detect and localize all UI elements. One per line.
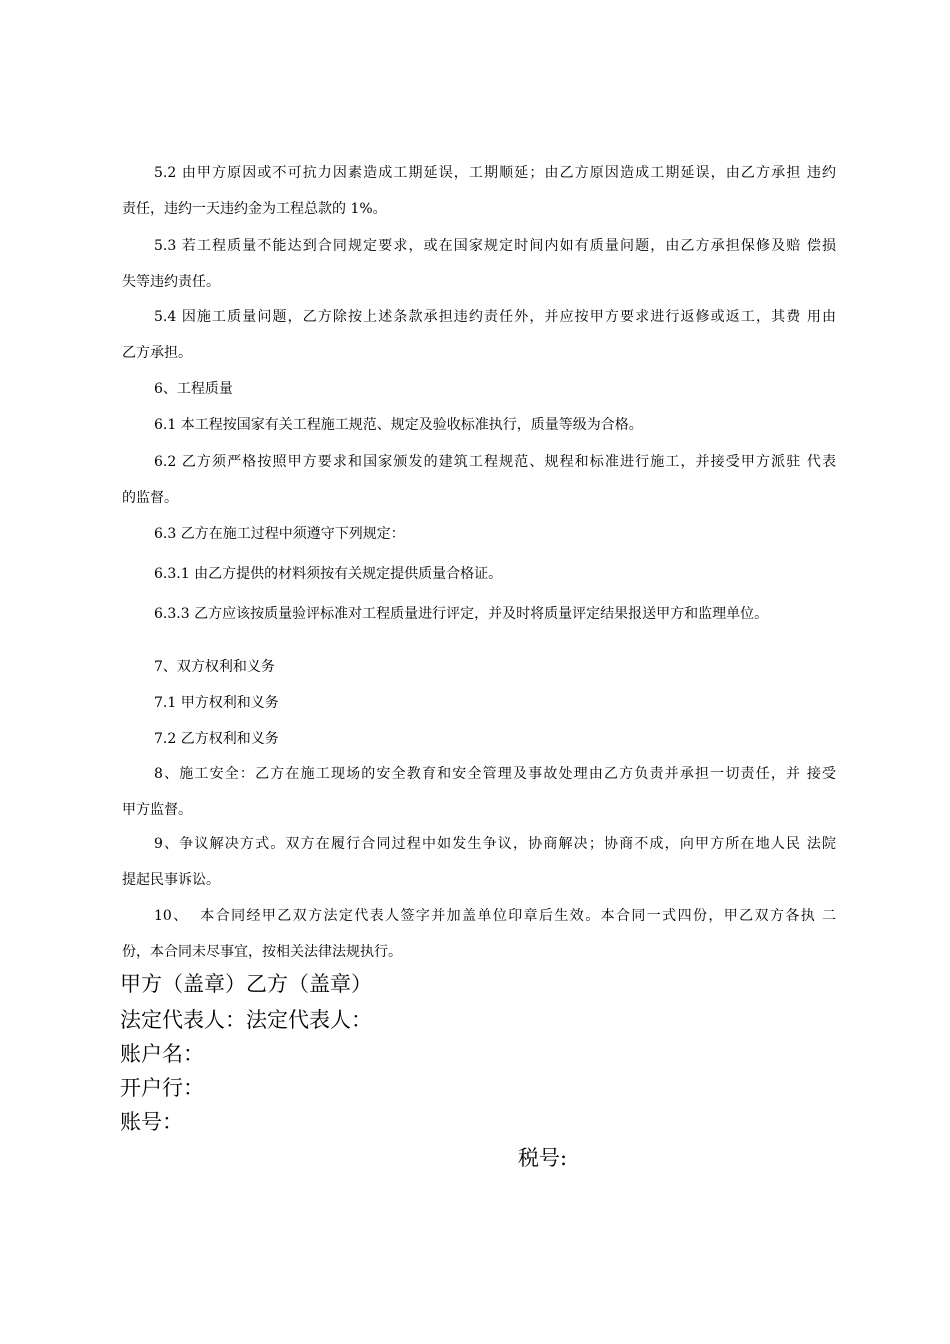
clause-7-1 <box>122 685 836 721</box>
clause-8 <box>122 756 836 828</box>
legal-representative-line: 法定代表人：法定代表人： <box>120 1008 372 1032</box>
clause-6-1 <box>122 407 836 443</box>
clause-line: 6.2 乙方须严格按照甲方要求和国家颁发的建筑工程规范、规程和标准进行施工，并接受甲方派驻 代表 <box>154 454 836 470</box>
clause-line: 的监督。 <box>122 490 178 506</box>
clause-6-3-1 <box>122 556 836 592</box>
clause-line: 6、工程质量 <box>154 381 233 397</box>
clause-line: 5.3 若工程质量不能达到合同规定要求，或在国家规定时间内如有质量问题，由乙方承担保修及赔 偿损 <box>154 238 836 254</box>
clause-line: 责任，违约一天违约金为工程总款的 1%。 <box>122 201 387 217</box>
clause-9 <box>122 826 836 898</box>
clause-line: 7.2 乙方权利和义务 <box>154 731 279 747</box>
clause-6-2 <box>122 444 836 516</box>
account-number-label: 账号： <box>120 1110 183 1134</box>
clause-line: 提起民事诉讼。 <box>122 872 220 888</box>
clause-line: 7.1 甲方权利和义务 <box>154 695 279 711</box>
clause-5-4 <box>122 299 836 371</box>
clause-5-3 <box>122 228 836 300</box>
clause-line: 6.3 乙方在施工过程中须遵守下列规定： <box>154 526 405 542</box>
clause-6-3-3 <box>122 596 836 632</box>
seal-line: 甲方（盖章）乙方（盖章） <box>120 972 372 996</box>
clause-line: 7、双方权利和义务 <box>154 659 275 675</box>
clause-line: 份，本合同未尽事宜，按相关法律法规执行。 <box>122 944 402 960</box>
clause-5-2 <box>122 155 836 227</box>
clause-line: 6.3.1 由乙方提供的材料须按有关规定提供质量合格证。 <box>154 566 503 582</box>
clause-line: 乙方承担。 <box>122 345 192 361</box>
section-7-heading <box>122 649 836 685</box>
clause-10 <box>122 898 836 970</box>
clause-6-3 <box>122 516 836 552</box>
clause-line: 6.3.3 乙方应该按质量验评标准对工程质量进行评定，并及时将质量评定结果报送甲方和监理单位。 <box>154 606 769 622</box>
account-name-label: 账户名： <box>120 1042 204 1066</box>
clause-line: 6.1 本工程按国家有关工程施工规范、规定及验收标准执行，质量等级为合格。 <box>154 417 643 433</box>
clause-line: 9、争议解决方式。双方在履行合同过程中如发生争议，协商解决；协商不成，向甲方所在地人民 法院 <box>154 836 836 852</box>
section-6-heading <box>122 371 836 407</box>
bank-label: 开户行： <box>120 1076 204 1100</box>
clause-line: 甲方监督。 <box>122 802 192 818</box>
clause-line: 10、 本合同经甲乙双方法定代表人签字并加盖单位印章后生效。本合同一式四份，甲乙双方各执 二 <box>154 908 836 924</box>
clause-line: 5.2 由甲方原因或不可抗力因素造成工期延误，工期顺延；由乙方原因造成工期延误，由乙方承担 违约 <box>154 165 836 181</box>
clause-7-2 <box>122 721 836 757</box>
clause-line: 失等违约责任。 <box>122 274 220 290</box>
clause-line: 5.4 因施工质量问题，乙方除按上述条款承担违约责任外，并应按甲方要求进行返修或返工，其费 用由 <box>154 309 836 325</box>
clause-line: 8、施工安全：乙方在施工现场的安全教育和安全管理及事故处理由乙方负责并承担一切责任，并 接受 <box>154 766 836 782</box>
tax-number-label: 税号: <box>518 1146 568 1170</box>
